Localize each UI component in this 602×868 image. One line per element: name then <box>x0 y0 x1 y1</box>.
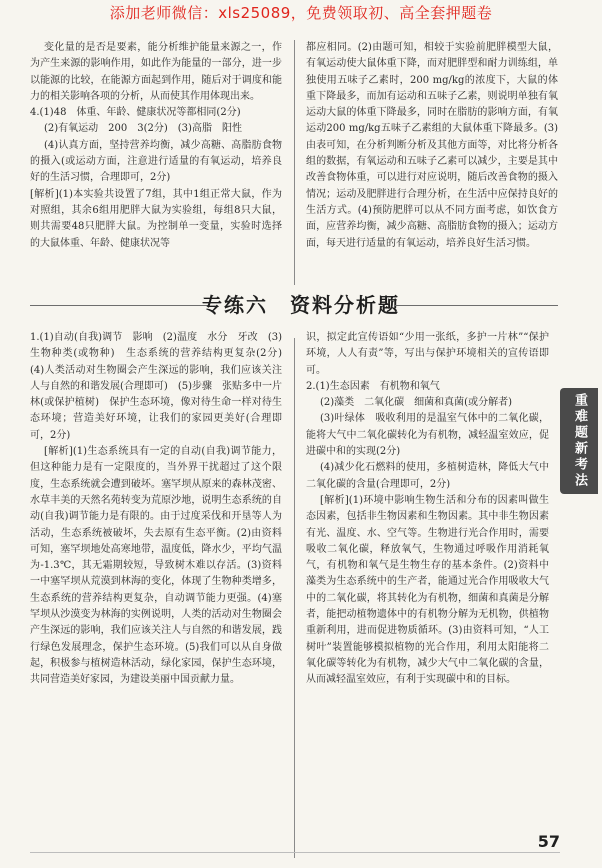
side-tab: 重难题新考法 <box>560 388 598 494</box>
answer-column-top-left <box>30 40 282 283</box>
answer-column-top-right <box>306 40 558 283</box>
paragraph: 都应相同。(2)由题可知，相较于实验前肥胖模型大鼠，有氧运动使大鼠体重下降，而对肥胖型和耐力训练组，单独使用五味子乙素时，200 mg/kg的浓度下，大鼠的体重下降最多，而加有运动和五味子乙素，则说明单独有氧运动大鼠的体重下降最多，同时在脂肪的影响方面，有氧运动200 mg/kg五味子乙素组的大鼠体重下降最多。(3)由表可知，在分析判断分析及其他方面等，对比将分析各组的数据，有氧运动和五味子乙素可以减少，主要是其中改善食物体重，可以进行对应说明，随后改善食物的摄入情况；运动及肥胖进行合理分析，在生活中应保持良好的生活方式。(4)预防肥胖可以从不同方面考虑，如饮食方面，应营养均衡，减少高糖、高脂肪食物的摄入；运动方面，每天进行适量的有氧运动，培养良好生活习惯。 <box>306 42 558 249</box>
column-divider <box>294 338 295 858</box>
promo-banner: 添加老师微信：xls25089，免费领取初、高全套押题卷 <box>109 4 493 22</box>
section-title: 专练六 资料分析题 <box>202 293 400 317</box>
analysis-paragraph: [解析](1)生态系统具有一定的自动(自我)调节能力，但这种能力是有一定限度的，当外界干扰超过了这个限度，生态系统就会遭到破坏。塞罕坝从原来的森林茂密、水草丰美的天然名苑转变为荒原沙地，说明生态系统的自动(自我)调节能力是有限的。由于过度采伐和开垦等人为活动，生态系统被破坏，失去原有生态平衡。(2)由资料可知，塞罕坝地处高寒地带，温度低，降水少，平均气温为-1.3℃，其无霜期较短，导致树木难以存活。(3)资料一中塞罕坝从荒漠到林海的变化，体现了生物种类增多，生态系统的营养结构更复杂，自动调节能力更强。(4)塞罕坝从沙漠变为林海的实例说明，人类的活动对生物圈会产生深远的影响，我们应该关注人与自然的和谐发展，践行绿色发展理念，保护生态环境。(5)我们可以从自身做起，积极参与植树造林活动，绿化家园，保护生态环境，共同营造美好家园，为建设美丽中国贡献力量。 <box>30 446 282 686</box>
title-rule-right <box>394 305 558 306</box>
paragraph: (2)藻类 二氧化碳 细菌和真菌(或分解者) <box>320 397 512 409</box>
analysis-paragraph: [解析](1)本实验共设置了7组，其中1组正常大鼠，作为对照组，其余6组用肥胖大鼠为实验组，每组8只大鼠，则共需要48只肥胖大鼠。为控制单一变量，实验时选择的大鼠体重、年龄、健康状况等 <box>30 188 282 249</box>
page-number: 57 <box>537 832 560 851</box>
answer-item-2: 2.(1)生态因素 有机物和氧气 <box>306 380 440 392</box>
paragraph: (3)叶绿体 吸收利用的是温室气体中的二氧化碳，能将大气中二氧化碳转化为有机物，减轻温室效应，促进碳中和的实现(2分) <box>306 413 549 458</box>
document-page <box>0 26 602 868</box>
answer-column-bottom-right <box>306 330 549 850</box>
answer-item-1: 1.(1)自动(自我)调节 影响 (2)温度 水分 牙改 (3)生物种类(或物种) 生态系统的营养结构更复杂(2分) (4)人类活动对生物圈会产生深远的影响，我们应该关注人与自然的和谐发展(合理即可) (5)步骤 张贴多中一片林(或保护植树) 保护生态环境，像对待生命一样对待生态环境；营造美好环境，让我们的家园更美好(合理即可，2分) <box>30 332 292 441</box>
answer-column-bottom-left <box>30 330 292 850</box>
column-divider <box>294 40 295 285</box>
answer-item-4: 4.(1)48 体重、年龄、健康状况等都相同(2分) <box>30 107 241 119</box>
footer-rule <box>30 852 560 853</box>
paragraph: (4)认真方面，坚持营养均衡，减少高糖、高脂肪食物的摄入(或运动方面，注意进行适量的有氧运动，培养良好的生活习惯，合理即可，2分) <box>30 139 282 184</box>
analysis-paragraph: [解析](1)环境中影响生物生活和分布的因素叫做生态因素，包括非生物因素和生物因素。其中非生物因素有光、温度、水、空气等。生物进行光合作用时，需要吸收二氧化碳，释放氧气，生物通过呼吸作用消耗氧气，有机物和氧气是生物生存的基本条件。(2)资料中藻类为生态系统中的生产者，能通过光合作用吸收大气中的二氧化碳，将其转化为有机物，细菌和真菌是分解者，能把动植物遗体中的有机物分解为无机物，供植物重新利用，进而促进物质循环。(3)由资料可知，“人工树叶”装置能够模拟植物的光合作用，利用太阳能将二氧化碳等转化为有机物，减少大气中二氧化碳的含量，从而减轻温室效应，有利于实现碳中和的目标。 <box>306 494 549 686</box>
paragraph: (2)有氧运动 200 3(2分) (3)高脂 阳性 <box>44 123 242 135</box>
paragraph: 识，拟定此宣传语如“少用一张纸，多护一片林”“保护环境，人人有责”等，写出与保护环境相关的宣传语即可。 <box>306 332 549 376</box>
paragraph: (4)减少化石燃料的使用，多植树造林，降低大气中二氧化碳的含量(合理即可，2分) <box>306 462 549 490</box>
paragraph: 变化量的是否是要素，能分析维护能量来源之一，作为产生来源的影响作用，如此作为能量的一部分，进一步以能源的比较，在能源方面起到作用，随后对于调度和能力的相关影响各项的分析，从而使其作用体现出来。 <box>30 42 282 102</box>
